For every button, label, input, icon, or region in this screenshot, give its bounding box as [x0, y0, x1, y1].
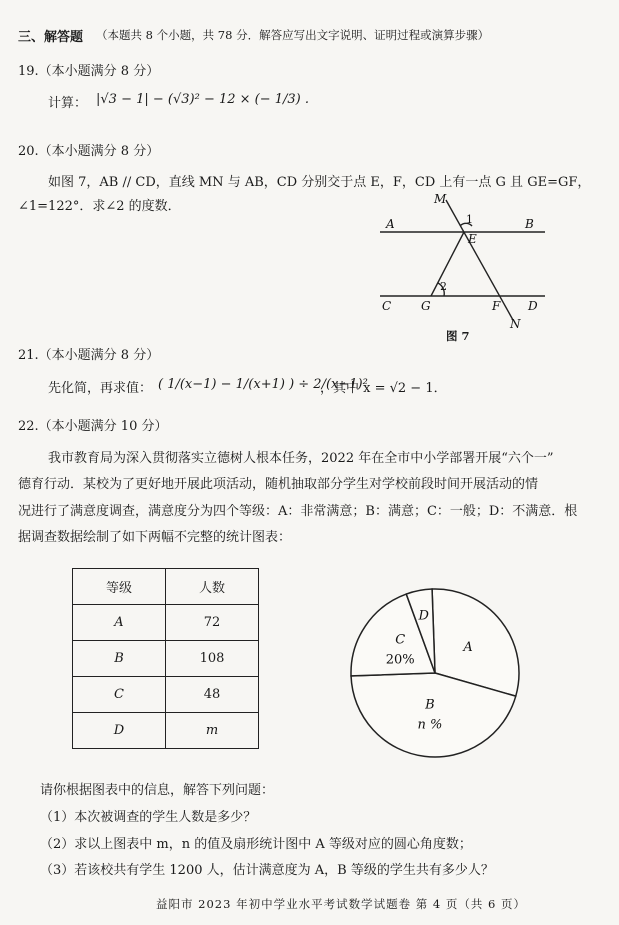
pie-value-c: 20% [385, 652, 415, 668]
label-angle1: 1 [466, 213, 473, 226]
section-note: （本题共 8 个小题，共 78 分．解答应写出文字说明、证明过程或演算步骤） [96, 28, 490, 42]
label-c: C [382, 299, 392, 313]
label-f: F [492, 299, 501, 313]
pie-label-c: C [395, 632, 406, 648]
table-header: 人数 [166, 569, 259, 605]
geometry-figure [370, 190, 560, 340]
q21-expression: ( 1/(x−1) − 1/(x+1) ) ÷ 2/(x−1)² [158, 377, 368, 392]
table-cell-grade: A [73, 605, 166, 641]
table-cell-count: 72 [166, 605, 259, 641]
label-g: G [421, 299, 431, 313]
table-row [73, 605, 259, 641]
pie-label-a: A [463, 640, 473, 656]
q19-expression: |√3 − 1| − (√3)² − 12 × (− 1/3) . [96, 92, 310, 107]
q22-sub1: （1）本次被调查的学生人数是多少？ [40, 810, 257, 825]
q22-sub2: （2）求以上图表中 m，n 的值及扇形统计图中 A 等级对应的圆心角度数； [40, 837, 472, 852]
table-cell-grade: D [73, 713, 166, 749]
table-header-row [73, 569, 259, 605]
q21-number: 21.（本小题满分 8 分） [18, 348, 160, 363]
q20-line2: ∠1=122°．求∠2 的度数． [18, 199, 181, 214]
table-cell-count: 108 [166, 641, 259, 677]
q22-prompt: 请你根据图表中的信息，解答下列问题： [40, 783, 275, 798]
table-header: 等级 [73, 569, 166, 605]
q20-number: 20.（本小题满分 8 分） [18, 144, 160, 159]
q22-paragraph-line1: 我市教育局为深入贯彻落实立德树人根本任务，2022 年在全市中小学部署开展“六个一” [48, 451, 554, 466]
table-cell-grade: B [73, 641, 166, 677]
page-footer: 益阳市 2023 年初中学业水平考试数学试题卷 第 4 页（共 6 页） [156, 897, 526, 911]
pie-chart [340, 578, 530, 768]
label-angle2: 2 [440, 280, 447, 293]
q21-condition: ，其中 x = √2 − 1． [320, 381, 447, 396]
table-cell-grade: C [73, 677, 166, 713]
q19-number: 19.（本小题满分 8 分） [18, 64, 160, 79]
q22-paragraph-line3: 况进行了满意度调查，满意度分为四个等级：A：非常满意；B：满意；C：一般；D：不满意．根 [18, 504, 578, 519]
q19-prefix: 计算： [48, 96, 88, 111]
line-mn [446, 200, 513, 320]
table-cell-count: 48 [166, 677, 259, 713]
label-d: D [528, 299, 538, 313]
q22-number: 22.（本小题满分 10 分） [18, 419, 168, 434]
segment-ge [431, 232, 464, 296]
q22-sub3: （3）若该校共有学生 1200 人，估计满意度为 A，B 等级的学生共有多少人？ [40, 863, 494, 878]
table-row [73, 713, 259, 749]
pie-value-b: n % [417, 717, 443, 733]
figure-caption: 图 7 [446, 329, 470, 343]
table-row [73, 677, 259, 713]
label-b: B [525, 217, 534, 231]
label-e: E [468, 232, 477, 246]
q20-line1: 如图 7，AB // CD，直线 MN 与 AB，CD 分别交于点 E，F，CD 上有一点 G 且 GE=GF， [48, 175, 591, 190]
table-cell-count: m [166, 713, 259, 749]
label-m: M [434, 192, 447, 206]
q22-paragraph-line4: 据调查数据绘制了如下两幅不完整的统计图表： [18, 530, 292, 545]
section-heading: 三、解答题 [18, 30, 84, 45]
q22-paragraph-line2: 德育行动．某校为了更好地开展此项活动，随机抽取部分学生对学校前段时间开展活动的情 [18, 477, 539, 492]
table-row [73, 641, 259, 677]
q21-prefix: 先化简，再求值： [48, 381, 153, 396]
pie-label-b: B [425, 697, 435, 713]
label-n: N [510, 317, 521, 331]
stats-table [72, 568, 259, 749]
label-a: A [386, 217, 395, 231]
pie-label-d: D [418, 608, 429, 624]
